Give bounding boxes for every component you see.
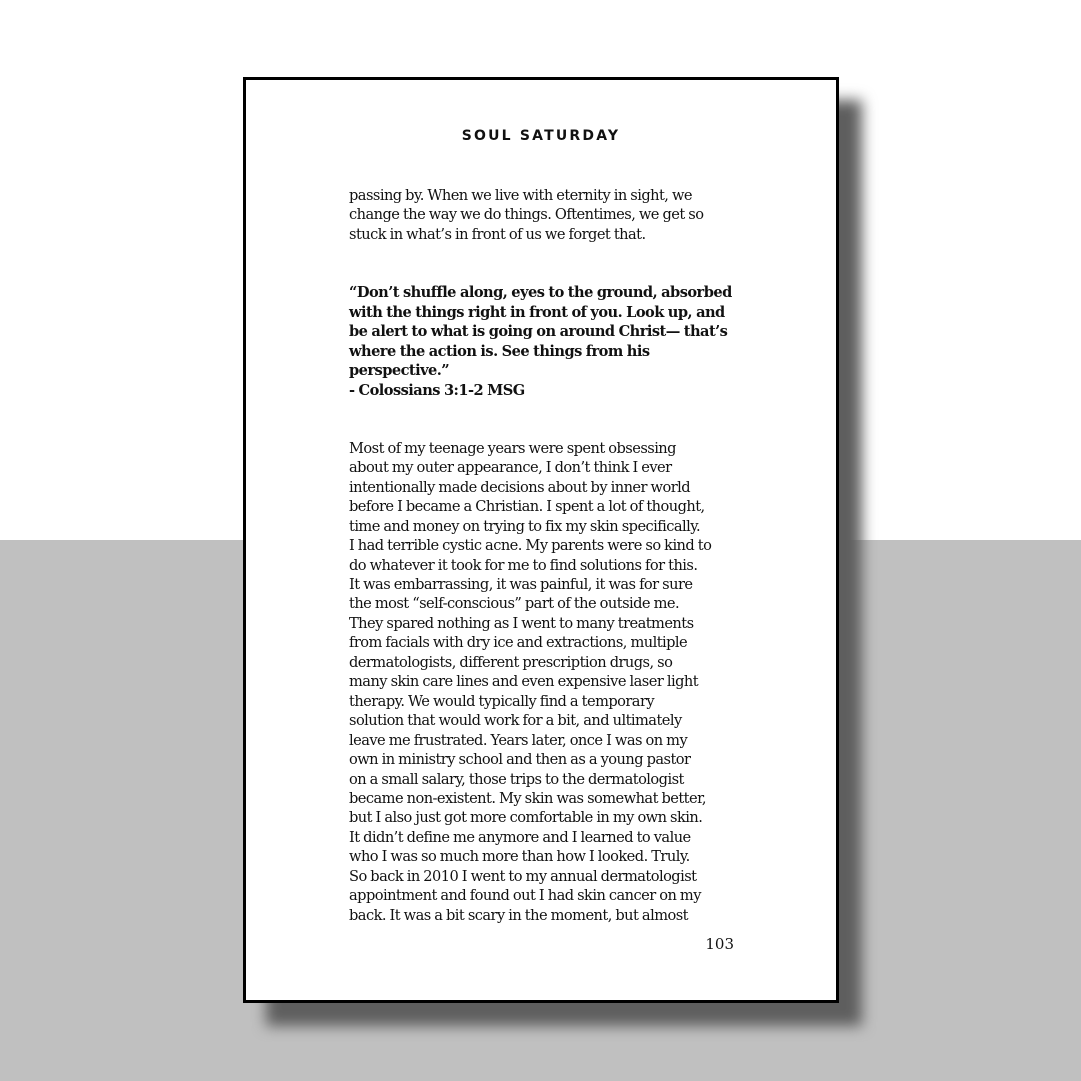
scripture-quote — [349, 264, 749, 420]
quote-text: “Don’t shuffle along, eyes to the ground, absorbed with the things right in front of you. Look up, and be alert to what is going on around Christ— that’s where the action is. See things from his perspective.” — [349, 284, 732, 380]
paragraph-intro: passing by. When we live with eternity in sight, we change the way we do things. Oftentimes, we get so stuck in what’s in front of us we forget that. — [349, 187, 704, 243]
running-head: SOUL SATURDAY — [461, 128, 621, 144]
book-page — [243, 77, 839, 1003]
page-number: 103 — [705, 935, 734, 953]
page-body — [349, 186, 749, 945]
paragraph-main: Most of my teenage years were spent obsessing about my outer appearance, I don’t think I ever intentionally made decisions about by inner world before I became a Christian. I spent a lot of thought, time and money on trying to fix my skin specifically. I had terrible cystic acne. My parents were so kind to do whatever it took for me to find solutions for this. It was embarrassing, it was painful, it was for sure the most “self-conscious” part of the outside me. They spared nothing as I went to many treatments from facials with dry ice and extractions, multiple dermatologists, different prescription drugs, so many skin care lines and even expensive laser light therapy. We would typically find a temporary solution that would work for a bit, and ultimately leave me frustrated. Years later, once I was on my own in ministry school and then as a young pastor on a small salary, those trips to the dermatologist became non-existent. My skin was somewhat better, but I also just got more comfortable in my own skin. It didn’t define me anymore and I learned to value who I was so much more than how I looked. Truly. So back in 2010 I went to my annual dermatologist appointment and found out I had skin cancer on my back. It was a bit scary in the moment, but almost — [349, 439, 712, 924]
quote-reference: - Colossians 3:1-2 MSG — [349, 381, 525, 399]
